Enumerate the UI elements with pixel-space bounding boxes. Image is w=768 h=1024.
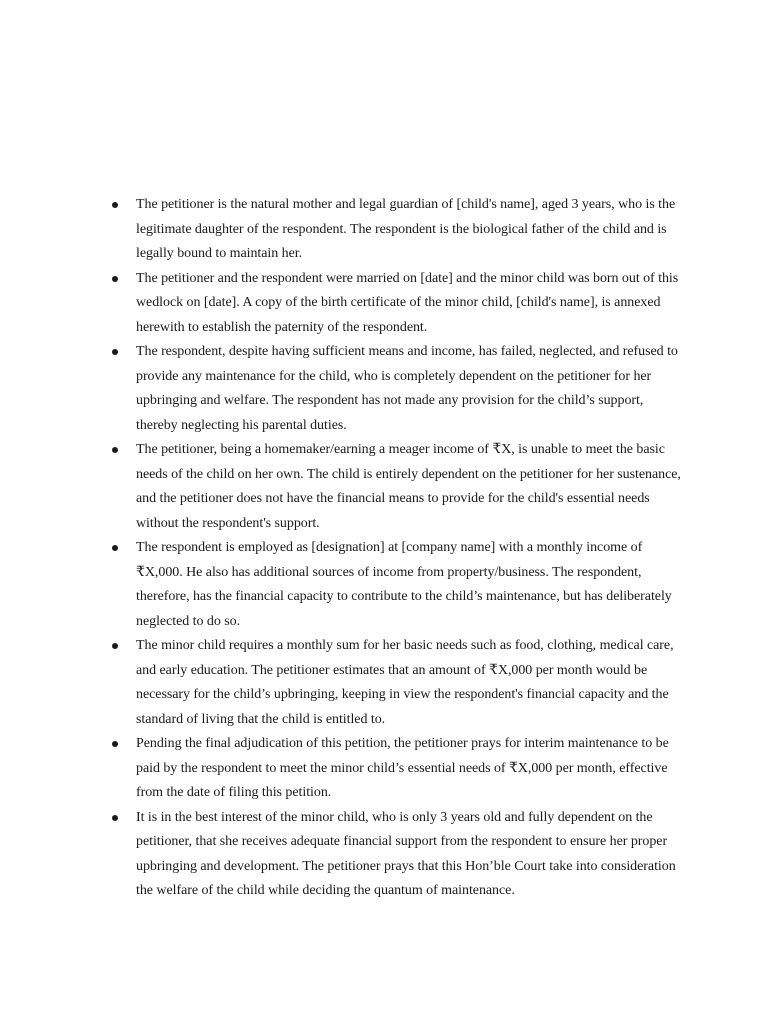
list-item-text: The petitioner, being a homemaker/earning a meager income of ₹X, is unable to meet the basic needs of the child on her own. The child is entirely dependent on the petitioner for her sustenance, and the petitioner does not have the financial means to provide for the child's essential needs without the respondent's support. (136, 442, 681, 531)
bullet-icon (112, 643, 118, 649)
list-item (108, 193, 688, 267)
list-item-text: It is in the best interest of the minor child, who is only 3 years old and fully dependent on the petitioner, that she receives adequate financial support from the respondent to ensure her proper upbringing and development. The petitioner prays that this Hon’ble Court take into consideration the welfare of the child while deciding the quantum of maintenance. (136, 809, 676, 898)
bullet-icon (112, 741, 118, 747)
list-item (108, 438, 688, 536)
list-item (108, 267, 688, 341)
list-item (108, 732, 688, 806)
bullet-icon (112, 276, 118, 282)
bullet-icon (112, 202, 118, 208)
list-item-text: The petitioner is the natural mother and legal guardian of [child's name], aged 3 years, who is the legitimate daughter of the respondent. The respondent is the biological father of the child and is legally bound to maintain her. (136, 197, 676, 261)
bullet-icon (112, 349, 118, 355)
list-item-text: Pending the final adjudication of this petition, the petitioner prays for interim maintenance to be paid by the respondent to meet the minor child’s essential needs of ₹X,000 per month, effective from the date of filing this petition. (136, 736, 669, 800)
list-item (108, 340, 688, 438)
list-item (108, 806, 688, 904)
list-item-text: The minor child requires a monthly sum for her basic needs such as food, clothing, medical care, and early education. The petitioner estimates that an amount of ₹X,000 per month would be necessary for the child’s upbringing, keeping in view the respondent's financial capacity and the standard of living that the child is entitled to. (136, 638, 674, 727)
list-item (108, 634, 688, 732)
petition-bullet-list (108, 193, 688, 904)
bullet-icon (112, 545, 118, 551)
list-item-text: The petitioner and the respondent were married on [date] and the minor child was born out of this wedlock on [date]. A copy of the birth certificate of the minor child, [child's name], is annexed herewith to establish the paternity of the respondent. (136, 270, 679, 335)
bullet-icon (112, 447, 118, 453)
list-item-text: The respondent is employed as [designation] at [company name] with a monthly income of ₹X,000. He also has additional sources of income from property/business. The respondent, therefore, has the financial capacity to contribute to the child’s maintenance, but has deliberately neglected to do so. (136, 540, 672, 629)
list-item-text: The respondent, despite having sufficient means and income, has failed, neglected, and refused to provide any maintenance for the child, who is completely dependent on the petitioner for her upbringing and welfare. The respondent has not made any provision for the child’s support, thereby neglecting his parental duties. (136, 344, 678, 433)
bullet-icon (112, 815, 118, 821)
list-item (108, 536, 688, 634)
